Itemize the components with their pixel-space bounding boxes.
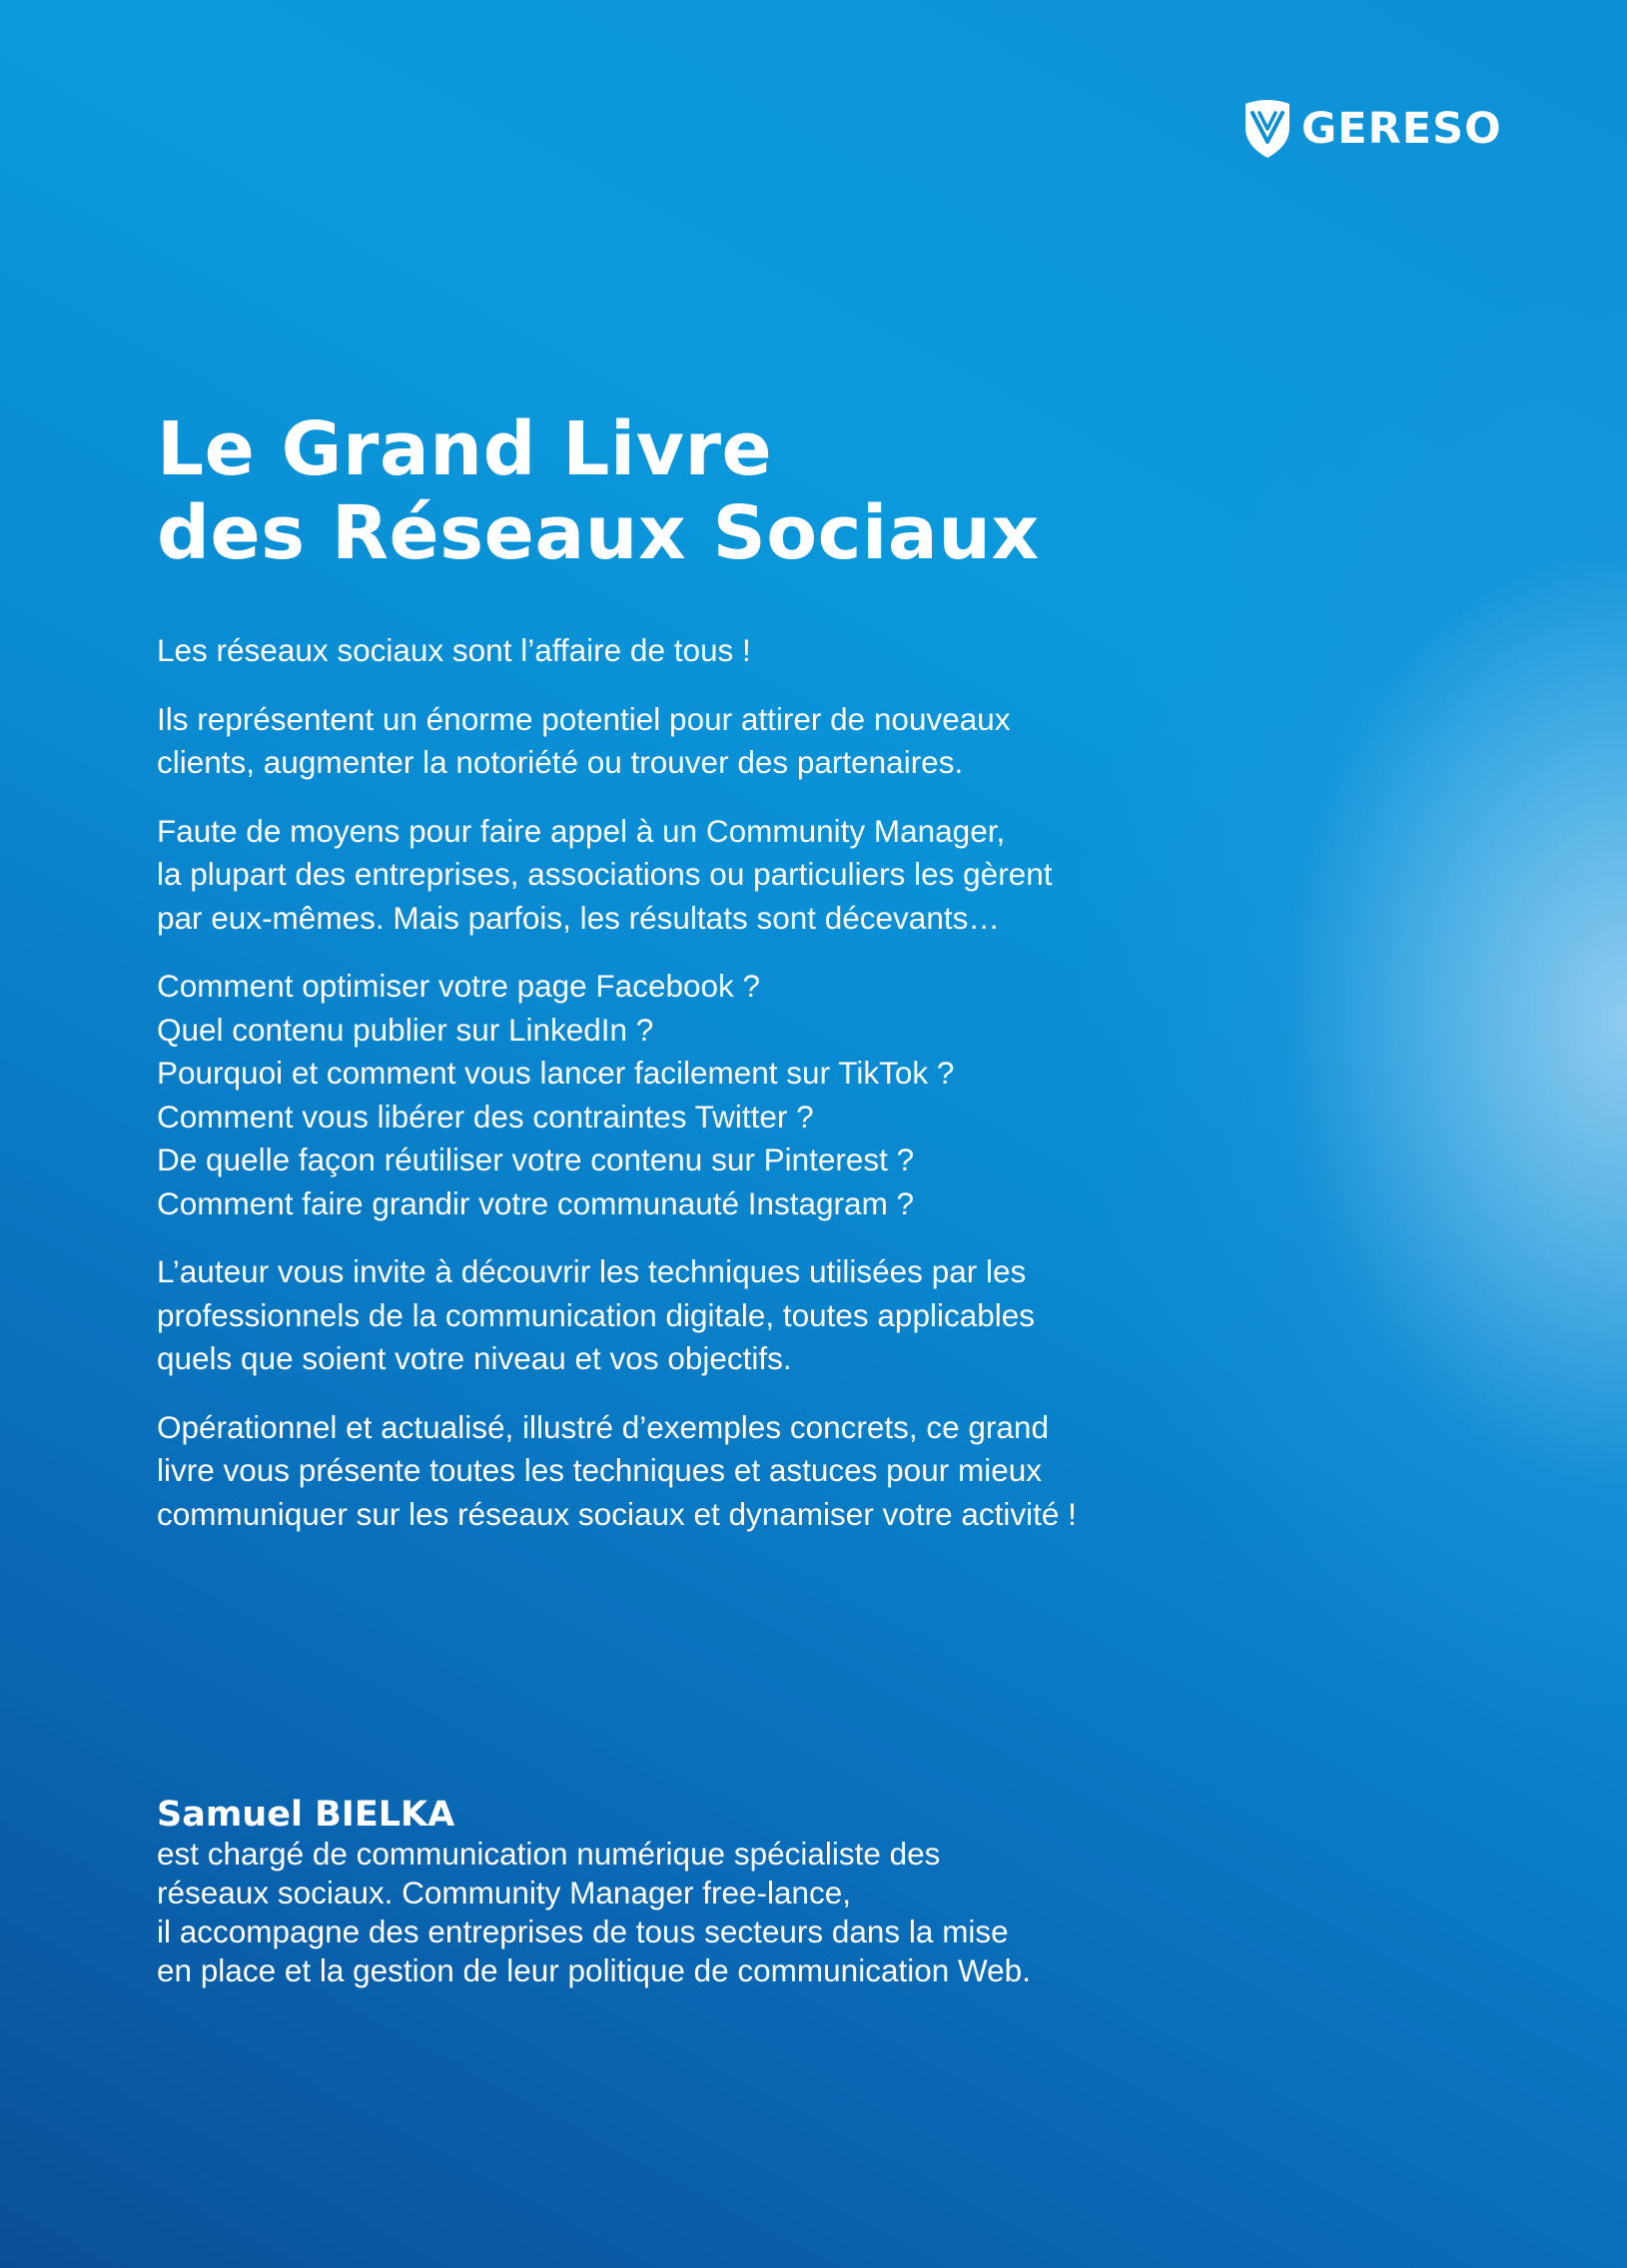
text-line: par eux-mêmes. Mais parfois, les résultats sont décevants…: [157, 899, 1000, 936]
text-line: la plupart des entreprises, associations ou particuliers les gèrent: [157, 856, 1053, 892]
paragraph-intro: [157, 629, 1235, 673]
question-line: Comment vous libérer des contraintes Twitter ?: [157, 1098, 814, 1134]
question-line: Comment optimiser votre page Facebook ?: [157, 968, 761, 1004]
logo-wordmark: GERESO: [1301, 103, 1502, 154]
author-section: [157, 1795, 1235, 1990]
text-line: quels que soient votre niveau et vos objectifs.: [157, 1340, 792, 1376]
paragraph-community-manager: [157, 810, 1235, 941]
question-line: De quelle façon réutiliser votre contenu sur Pinterest ?: [157, 1141, 915, 1177]
paragraph-author-invite: [157, 1250, 1235, 1381]
paragraph-questions: [157, 965, 1235, 1225]
text-line: L’auteur vous invite à découvrir les techniques utilisées par les: [157, 1253, 1027, 1289]
question-line: Quel contenu publier sur LinkedIn ?: [157, 1011, 654, 1048]
shield-v-logo-icon: [1241, 98, 1293, 160]
text-line: livre vous présente toutes les techniques et astuces pour mieux: [157, 1452, 1042, 1488]
question-line: Comment faire grandir votre communauté Instagram ?: [157, 1184, 915, 1221]
gereso-logo: [1241, 98, 1502, 160]
text-line: Ils représentent un énorme potentiel pour attirer de nouveaux: [157, 700, 1011, 737]
text-line: Faute de moyens pour faire appel à un Community Manager,: [157, 812, 1006, 849]
title-line-2: des Réseaux Sociaux: [157, 490, 1040, 576]
author-bio: [157, 1835, 1235, 1990]
bio-line: réseaux sociaux. Community Manager free-lance,: [157, 1875, 852, 1910]
text-line: professionnels de la communication digitale, toutes applicables: [157, 1296, 1036, 1333]
book-title: [157, 407, 1040, 575]
title-line-1: Le Grand Livre: [157, 406, 773, 492]
paragraph-potential: [157, 698, 1235, 785]
text-line: communiquer sur les réseaux sociaux et dynamiser votre activité !: [157, 1495, 1077, 1532]
text-line: clients, augmenter la notoriété ou trouver des partenaires.: [157, 744, 964, 780]
paragraph-conclusion: [157, 1406, 1235, 1537]
bio-line: en place et la gestion de leur politique de communication Web.: [157, 1952, 1031, 1988]
author-name: Samuel BIELKA: [157, 1795, 455, 1835]
text-line: Opérationnel et actualisé, illustré d’exemples concrets, ce grand: [157, 1408, 1049, 1445]
text-line: Les réseaux sociaux sont l’affaire de tous !: [157, 632, 751, 668]
back-cover-blurb: [157, 629, 1235, 1561]
bio-line: il accompagne des entreprises de tous secteurs dans la mise: [157, 1913, 1009, 1949]
question-line: Pourquoi et comment vous lancer facilement sur TikTok ?: [157, 1055, 955, 1091]
bio-line: est chargé de communication numérique spécialiste des: [157, 1836, 941, 1872]
